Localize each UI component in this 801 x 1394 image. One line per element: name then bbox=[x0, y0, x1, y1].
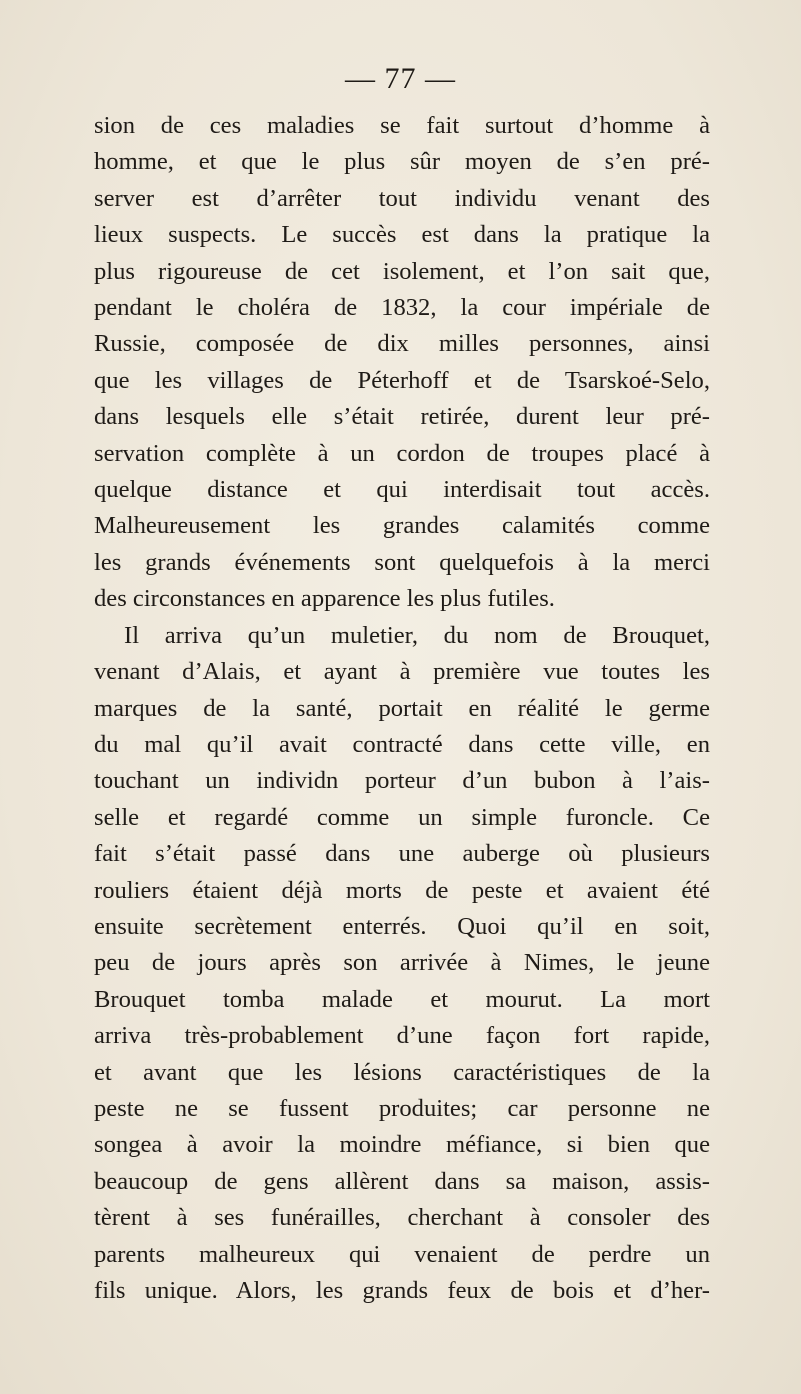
text-line: servation complète à un cordon de troupes placé à bbox=[94, 439, 710, 467]
text-line: venant d’Alais, et ayant à première vue toutes les bbox=[94, 658, 710, 686]
text-line: marques de la santé, portait en réalité le germe bbox=[94, 694, 710, 722]
text-line: Brouquet tomba malade et mourut. La mort bbox=[94, 985, 710, 1013]
text-line: lieux suspects. Le succès est dans la pratique la bbox=[94, 221, 710, 249]
text-line: que les villages de Péterhoff et de Tsarskoé-Selo, bbox=[94, 366, 710, 394]
text-line: Russie, composée de dix milles personnes, ainsi bbox=[94, 330, 710, 358]
text-line: Il arriva qu’un muletier, du nom de Brouquet, bbox=[124, 621, 710, 649]
text-line: et avant que les lésions caractéristiques de la bbox=[94, 1058, 710, 1086]
text-line: dans lesquels elle s’était retirée, durent leur pré- bbox=[94, 403, 710, 431]
text-line: homme, et que le plus sûr moyen de s’en pré- bbox=[94, 148, 710, 176]
text-line: fait s’était passé dans une auberge où plusieurs bbox=[94, 840, 710, 868]
text-line: peste ne se fussent produites; car personne ne bbox=[94, 1094, 710, 1122]
text-line: sion de ces maladies se fait surtout d’homme à bbox=[94, 112, 710, 139]
text-line: plus rigoureuse de cet isolement, et l’on sait que, bbox=[94, 257, 710, 285]
text-line: arriva très-probablement d’une façon fort rapide, bbox=[94, 1022, 710, 1050]
body-text bbox=[94, 108, 710, 1309]
text-line: songea à avoir la moindre méfiance, si bien que bbox=[94, 1131, 710, 1159]
page-number: — 77 — bbox=[345, 62, 456, 95]
text-line: Malheureusement les grandes calamités comme bbox=[94, 512, 710, 540]
text-line: selle et regardé comme un simple furoncle. Ce bbox=[94, 803, 710, 831]
text-line: peu de jours après son arrivée à Nimes, le jeune bbox=[94, 949, 710, 977]
text-line: touchant un individn porteur d’un bubon à l’ais- bbox=[94, 767, 710, 795]
text-line: quelque distance et qui interdisait tout accès. bbox=[94, 476, 710, 504]
text-line: parents malheureux qui venaient de perdre un bbox=[94, 1240, 710, 1268]
text-line: pendant le choléra de 1832, la cour impériale de bbox=[94, 294, 710, 322]
text-line: fils unique. Alors, les grands feux de bois et d’her- bbox=[94, 1277, 710, 1304]
text-line: server est d’arrêter tout individu venant des bbox=[94, 184, 710, 212]
text-line: des circonstances en apparence les plus futiles. bbox=[94, 585, 555, 613]
text-line: ensuite secrètement enterrés. Quoi qu’il en soit, bbox=[94, 912, 710, 940]
text-line: du mal qu’il avait contracté dans cette ville, en bbox=[94, 730, 710, 758]
text-line: beaucoup de gens allèrent dans sa maison, assis- bbox=[94, 1167, 710, 1195]
text-line: les grands événements sont quelquefois à la merci bbox=[94, 548, 710, 576]
text-line: rouliers étaient déjà morts de peste et avaient été bbox=[94, 876, 710, 904]
text-line: tèrent à ses funérailles, cherchant à consoler des bbox=[94, 1204, 710, 1232]
